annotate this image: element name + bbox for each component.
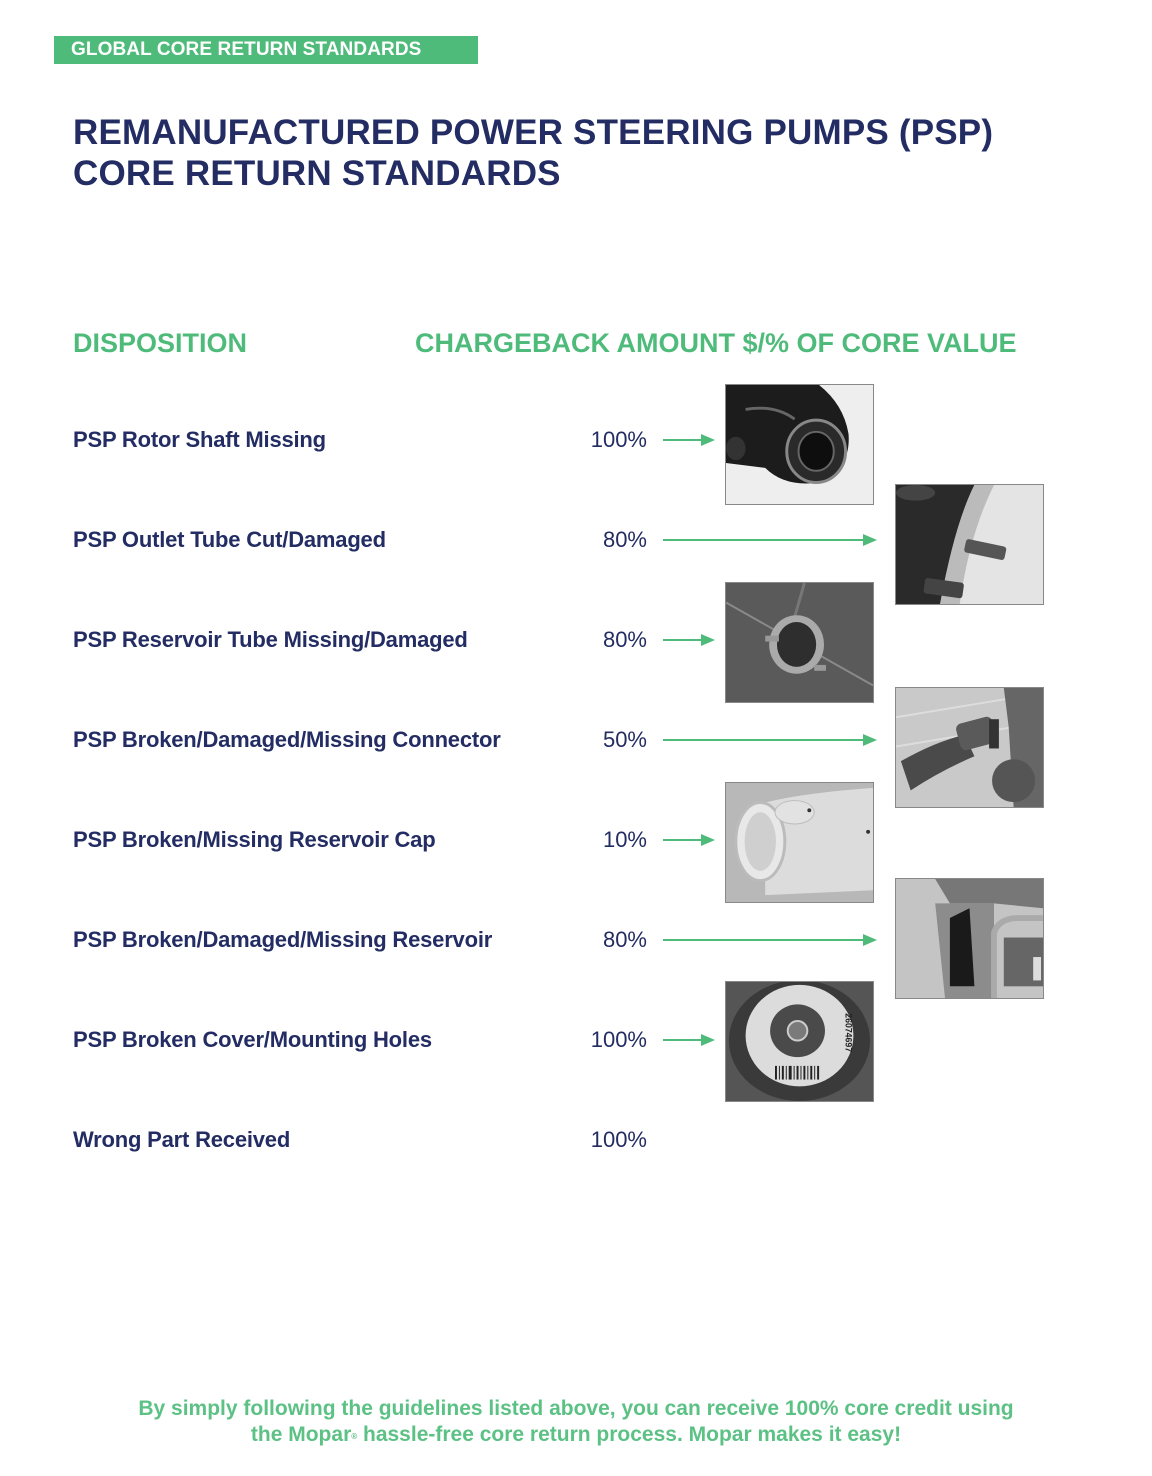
arrow-right-icon xyxy=(663,439,713,441)
cover-mounting-photo xyxy=(725,981,874,1102)
chargeback-amount: 80% xyxy=(602,527,647,552)
registered-mark: ® xyxy=(351,1432,358,1441)
page-title xyxy=(73,112,993,194)
footer-note xyxy=(0,1396,1152,1450)
disposition-label: PSP Reservoir Tube Missing/Damaged xyxy=(73,627,468,652)
disposition-label: PSP Broken/Damaged/Missing Reservoir xyxy=(73,927,493,952)
table-row xyxy=(0,420,1152,460)
reservoir-photo xyxy=(895,878,1044,999)
rotor-shaft-photo xyxy=(725,384,874,505)
disposition-label: PSP Rotor Shaft Missing xyxy=(73,427,326,452)
section-tag: GLOBAL CORE RETURN STANDARDS xyxy=(54,36,478,64)
table-row xyxy=(0,1120,1152,1160)
chargeback-amount: 80% xyxy=(602,927,647,952)
table-row xyxy=(0,1020,1152,1060)
footer-line-2 xyxy=(0,1422,1152,1450)
column-header-disposition: DISPOSITION xyxy=(73,328,248,358)
footer-text-a: the Mopar xyxy=(250,1423,352,1446)
chargeback-amount: 100% xyxy=(590,1127,647,1152)
reservoir-tube-photo xyxy=(725,582,874,703)
arrow-right-icon xyxy=(663,839,713,841)
disposition-label: PSP Broken Cover/Mounting Holes xyxy=(73,1027,432,1052)
arrow-right-icon xyxy=(663,639,713,641)
reservoir-cap-photo xyxy=(725,782,874,903)
chargeback-amount: 100% xyxy=(590,427,647,452)
arrow-right-icon xyxy=(663,1039,713,1041)
disposition-label: PSP Outlet Tube Cut/Damaged xyxy=(73,527,386,552)
part-number-text: 26074697 xyxy=(843,1013,854,1053)
title-line-1: REMANUFACTURED POWER STEERING PUMPS (PSP) xyxy=(73,113,994,152)
disposition-label: PSP Broken/Missing Reservoir Cap xyxy=(73,827,436,852)
column-header-chargeback: CHARGEBACK AMOUNT $/% OF CORE VALUE xyxy=(415,328,1017,358)
outlet-tube-photo xyxy=(895,484,1044,605)
connector-photo xyxy=(895,687,1044,808)
arrow-right-icon xyxy=(663,739,875,741)
arrow-right-icon xyxy=(663,939,875,941)
footer-text-b: hassle-free core return process. Mopar makes it easy! xyxy=(357,1423,902,1446)
disposition-label: PSP Broken/Damaged/Missing Connector xyxy=(73,727,501,752)
chargeback-amount: 80% xyxy=(602,627,647,652)
footer-line-1: By simply following the guidelines listed above, you can receive 100% core credit using xyxy=(138,1397,1014,1420)
table-row xyxy=(0,820,1152,860)
arrow-right-icon xyxy=(663,539,875,541)
table-row xyxy=(0,620,1152,660)
disposition-label: Wrong Part Received xyxy=(73,1127,291,1152)
chargeback-amount: 100% xyxy=(590,1027,647,1052)
chargeback-amount: 10% xyxy=(602,827,647,852)
title-line-2: CORE RETURN STANDARDS xyxy=(73,154,561,193)
chargeback-amount: 50% xyxy=(602,727,647,752)
